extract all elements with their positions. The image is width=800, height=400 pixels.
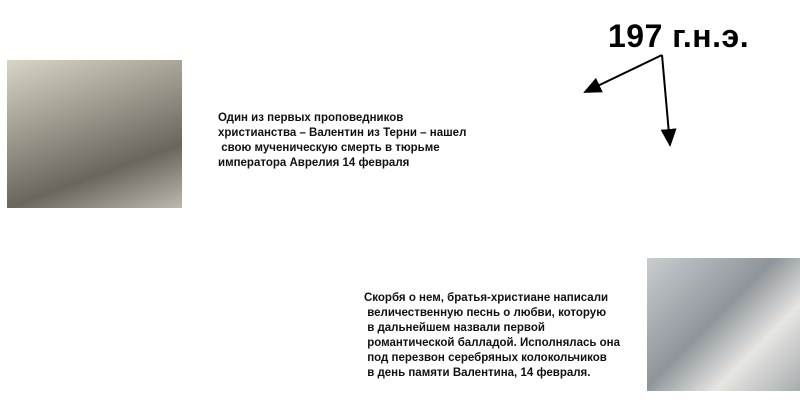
paragraph-valentine-martyrdom: Один из первых проповедников христианства – Валентин из Терни – нашел свою мученическую смерть в тюрьме императора Аврелия 14 февраля [218, 112, 467, 169]
arrow-left [585, 55, 662, 92]
paragraph-ballad: Скорбя о нем, братья-христиане написали величественную песнь о любви, которую в дальнейшем назвали первой романтической балладой. Исполнялась она под перезвон серебряных колокольчиков в день памяти Валентина, 14 февраля. [364, 292, 621, 379]
slide-title: 197 г.н.э. [608, 18, 750, 54]
arrow-down [662, 55, 670, 145]
